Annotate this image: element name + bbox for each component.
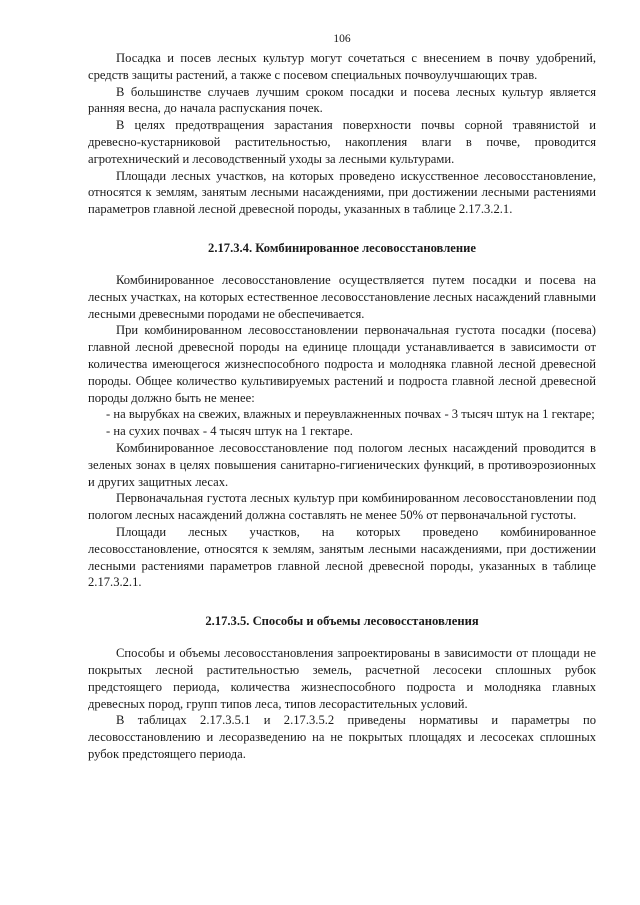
list-item: - на вырубках на свежих, влажных и переувлажненных почвах - 3 тысяч штук на 1 гектаре; (106, 407, 595, 422)
paragraph: Комбинированное лесовосстановление осуществляется путем посадки и посева на лесных участках, на которых естественное лесовосстановление лесных насаждений главными лесными древесными породами не обеспечивается. (88, 272, 596, 321)
paragraph: В большинстве случаев лучшим сроком посадки и посева лесных культур является ранняя весна, до начала распускания почек. (88, 84, 596, 116)
combined-section (88, 272, 596, 591)
paragraph: Посадка и посев лесных культур могут сочетаться с внесением в почву удобрений, средств защиты растений, а также с посевом специальных почвоулучшающих трав. (88, 51, 596, 82)
section-heading-combined: 2.17.3.4. Комбинированное лесовосстановление (208, 240, 476, 255)
spacer (88, 218, 596, 240)
paragraph: Площади лесных участков, на которых проведено искусственное лесовосстановление, относятся к землям, занятым лесными насаждениями, при достижении лесными растениями параметров главной лесной древесной породы, указанных в таблице 2.17.3.2.1. (88, 168, 596, 217)
paragraph: Комбинированное лесовосстановление под пологом лесных насаждений проводится в зеленых зонах в целях повышения санитарно-гигиенических функций, в противоэрозионных и других защитных лесах. (88, 440, 596, 489)
paragraph: В таблицах 2.17.3.5.1 и 2.17.3.5.2 приведены нормативы и параметры по лесовосстановлению и лесоразведению на не покрытых площадях и лесосеках сплошных рубок предстоящего периода. (88, 713, 596, 761)
paragraph: Способы и объемы лесовосстановления запроектированы в зависимости от площади не покрытых лесной растительностью земель, расчетной лесосеки сплошных рубок предстоящего периода, количества жизнеспособного подроста и молодняка главных древесных пород, групп типов леса, типов лесорастительных условий. (88, 646, 596, 711)
spacer (88, 629, 596, 645)
page-number: 106 (333, 33, 351, 45)
paragraph: В целях предотвращения зарастания поверхности почвы сорной травянистой и древесно-кустарниковой растительностью, накопления влаги в почве, проводится агротехнический и лесоводственный уходы за лесными культурами. (88, 118, 596, 166)
methods-section (88, 645, 596, 763)
list-item: - на сухих почвах - 4 тысяч штук на 1 гектаре. (106, 424, 353, 439)
section-heading-methods: 2.17.3.5. Способы и объемы лесовосстановления (205, 614, 479, 629)
intro-section (88, 50, 596, 218)
paragraph: Площади лесных участков, на которых проведено комбинированное лесовосстановление, относятся к землям, занятым лесными насаждениями, при достижении лесными растениями параметров главной лесной древесной породы, указанных в таблице 2.17.3.2.1. (88, 524, 596, 590)
spacer (88, 256, 596, 272)
paragraph: При комбинированном лесовосстановлении первоначальная густота посадки (посева) главной лесной древесной породы на единице площади устанавливается в зависимости от количества имеющегося жизнеспособного подроста и молодняка главной лесной древесной породы. Общее количество культивируемых растений и подроста главной лесной древесной породы должно быть не менее: (88, 323, 596, 405)
spacer (88, 591, 596, 613)
paragraph: Первоначальная густота лесных культур при комбинированном лесовосстановлении под пологом лесных насаждений должна составлять не менее 50% от первоначальной густоты. (88, 491, 596, 523)
